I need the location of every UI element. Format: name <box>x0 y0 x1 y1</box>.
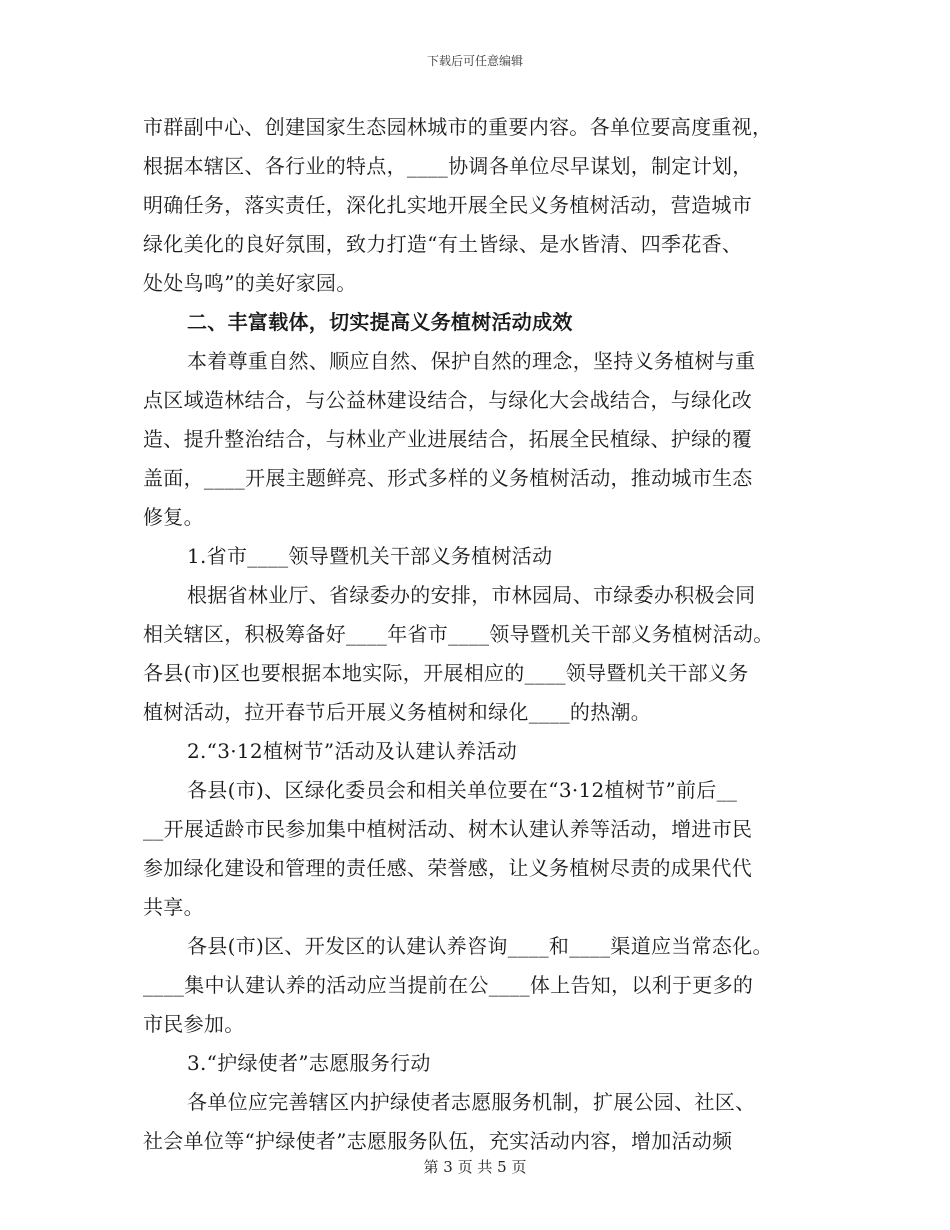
text-line: 处处鸟鸣”的美好家园。 <box>143 271 357 295</box>
text-line: 社会单位等“护绿使者”志愿服务队伍，充实活动内容，增加活动频 <box>143 1129 733 1153</box>
text-line: 共享。 <box>143 895 204 919</box>
text-line: 本着尊重自然、顺应自然、保护自然的理念，坚持义务植树与重 <box>187 349 756 373</box>
text-line: 根据本辖区、各行业的特点，____协调各单位尽早谋划，制定计划， <box>143 154 753 178</box>
section-heading: 二、丰富载体，切实提高义务植树活动成效 <box>187 310 573 334</box>
text-line: 相关辖区，积极筹备好____年省市____领导暨机关干部义务植树活动。 <box>143 622 774 646</box>
text-line: 盖面，____开展主题鲜亮、形式多样的义务植树活动，推动城市生态 <box>143 466 753 490</box>
text-line: 各单位应完善辖区内护绿使者志愿服务机制，扩展公园、社区、 <box>187 1090 756 1114</box>
text-line: 根据省林业厅、省绿委办的安排，市林园局、市绿委办积极会同 <box>187 583 756 607</box>
text-line: 点区域造林结合，与公益林建设结合，与绿化大会战结合，与绿化改 <box>143 388 752 412</box>
text-line: __开展适龄市民参加集中植树活动、树木认建认养等活动，增进市民 <box>143 817 753 841</box>
text-line: 3.“护绿使者”志愿服务行动 <box>187 1051 431 1075</box>
text-line: 明确任务，落实责任，深化扎实地开展全民义务植树活动，营造城市 <box>143 193 752 217</box>
page-footer: 第 3 页 共 5 页 <box>423 1158 527 1176</box>
text-line: 2.“3·12植树节”活动及认建认养活动 <box>187 739 518 763</box>
text-line: ____集中认建认养的活动应当提前在公____体上告知，以利于更多的 <box>143 973 754 997</box>
text-line: 市民参加。 <box>143 1012 245 1036</box>
text-line: 植树活动，拉开春节后开展义务植树和绿化____的热潮。 <box>143 700 652 724</box>
text-line: 1.省市____领导暨机关干部义务植树活动 <box>187 544 553 568</box>
text-line: 各县(市)区、开发区的认建认养咨询____和____渠道应当常态化。 <box>187 934 773 958</box>
text-line: 修复。 <box>143 505 204 529</box>
page-header: 下载后可任意编辑 <box>426 54 523 68</box>
text-line: 市群副中心、创建国家生态园林城市的重要内容。各单位要高度重视， <box>143 115 773 139</box>
text-line: 绿化美化的良好氛围，致力打造“有土皆绿、是水皆清、四季花香、 <box>143 232 743 256</box>
text-line: 造、提升整治结合，与林业产业进展结合，拓展全民植绿、护绿的覆 <box>143 427 752 451</box>
text-line: 各县(市)、区绿化委员会和相关单位要在“3·12植树节”前后__ <box>187 778 738 802</box>
text-line: 各县(市)区也要根据本地实际，开展相应的____领导暨机关干部义务 <box>143 661 749 685</box>
document-body <box>143 108 815 1161</box>
text-line: 参加绿化建设和管理的责任感、荣誉感，让义务植树尽责的成果代代 <box>143 856 752 880</box>
